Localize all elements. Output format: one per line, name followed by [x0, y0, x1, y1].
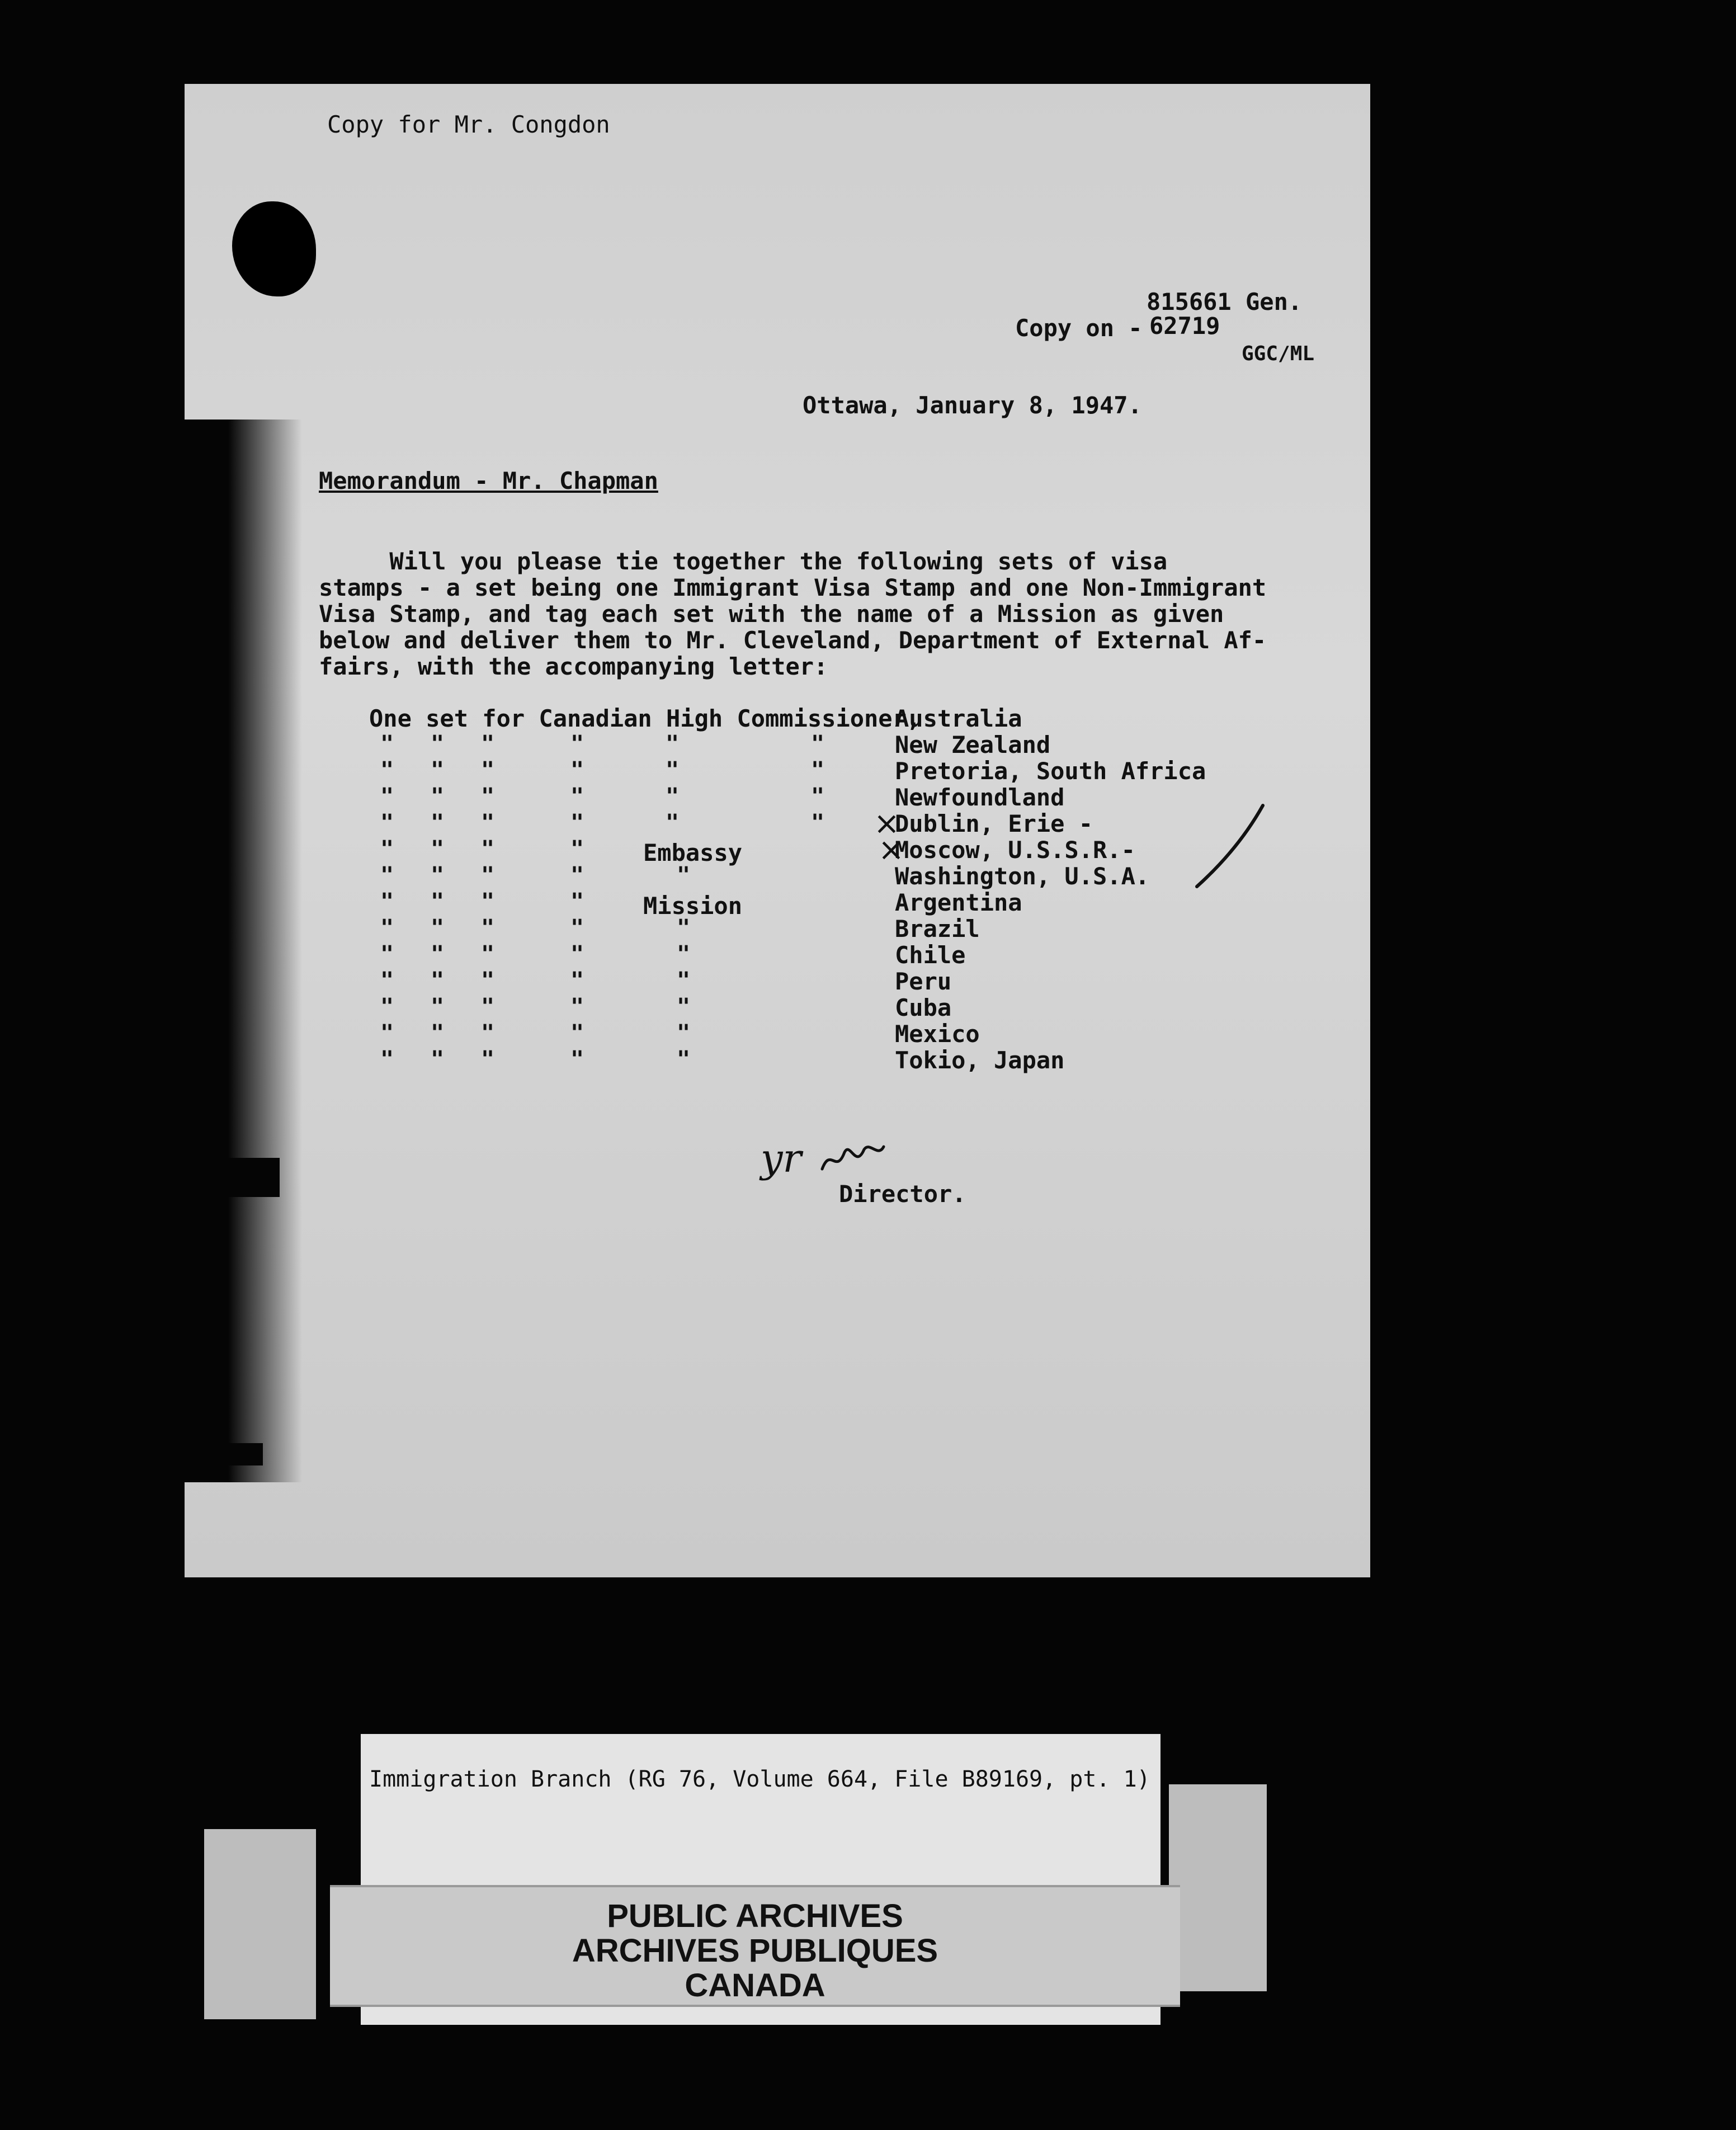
memo-heading: Memorandum - Mr. Chapman: [319, 467, 658, 494]
cross-mark-icon: ×: [878, 832, 904, 868]
date-line: Ottawa, January 8, 1947.: [803, 392, 1142, 419]
torn-left-edge: [185, 1158, 280, 1197]
destination-item: Cuba: [895, 994, 952, 1021]
ditto-mark: ": [481, 757, 495, 783]
stamp-line: PUBLIC ARCHIVES: [607, 1898, 903, 1934]
destination-item: Dublin, Erie -: [895, 810, 1093, 837]
ditto-mark: ": [570, 836, 584, 862]
ditto-mark: ": [481, 941, 495, 967]
ditto-mark: ": [431, 915, 445, 941]
signature-title: Director.: [839, 1180, 966, 1208]
ditto-mark: ": [677, 968, 691, 993]
ditto-mark: ": [380, 889, 394, 915]
ditto-mark: ": [431, 968, 445, 993]
destination-item: Washington, U.S.A.: [895, 863, 1150, 890]
destination-item: Pretoria, South Africa: [895, 757, 1206, 785]
handwritten-mark-icon: [817, 1135, 889, 1180]
ditto-mark: ": [380, 968, 394, 993]
ditto-mark: ": [380, 1047, 394, 1072]
ditto-mark: ": [811, 731, 825, 757]
destination-item: Chile: [895, 941, 966, 969]
ditto-mark: ": [431, 889, 445, 915]
body-line: fairs, with the accompanying letter:: [319, 653, 828, 680]
cross-mark-icon: ×: [874, 805, 900, 842]
ditto-mark: ": [666, 731, 680, 757]
copy-on-reference: 62719: [1149, 312, 1220, 340]
ditto-mark: ": [677, 915, 691, 941]
ditto-mark: ": [380, 915, 394, 941]
ditto-mark: ": [570, 1047, 584, 1072]
ditto-mark: ": [431, 994, 445, 1020]
typist-initials: GGC/ML: [1242, 342, 1315, 365]
ditto-mark: ": [481, 889, 495, 915]
ditto-mark: ": [570, 757, 584, 783]
ditto-mark: ": [431, 1020, 445, 1046]
ditto-mark: ": [380, 757, 394, 783]
archive-stamp: [330, 1885, 1180, 2007]
mission-label: Mission: [643, 892, 743, 920]
ditto-mark: ": [481, 863, 495, 888]
destination-item: New Zealand: [895, 731, 1051, 758]
stamp-line: ARCHIVES PUBLIQUES: [572, 1933, 938, 1969]
ditto-mark: ": [380, 1020, 394, 1046]
ditto-mark: ": [570, 863, 584, 888]
ditto-mark: ": [481, 1020, 495, 1046]
ditto-mark: ": [380, 810, 394, 836]
handwritten-initials-icon: yr: [761, 1135, 802, 1181]
archive-caption: Immigration Branch (RG 76, Volume 664, File B89169, pt. 1): [369, 1766, 1150, 1792]
ditto-mark: ": [570, 1020, 584, 1046]
destination-item: Mexico: [895, 1020, 980, 1048]
embassy-label: Embassy: [643, 839, 743, 866]
ditto-mark: ": [677, 1047, 691, 1072]
ditto-mark: ": [380, 863, 394, 888]
destination-item: Australia: [895, 705, 1022, 732]
ditto-mark: ": [570, 915, 584, 941]
label-flap: [204, 1829, 316, 2019]
ditto-mark: ": [570, 968, 584, 993]
body-line: stamps - a set being one Immigrant Visa Stamp and one Non-Immigrant: [319, 574, 1267, 601]
ditto-mark: ": [811, 757, 825, 783]
ditto-mark: ": [570, 731, 584, 757]
torn-left-edge: [185, 420, 302, 1482]
ditto-mark: ": [431, 836, 445, 862]
ditto-mark: ": [481, 915, 495, 941]
ditto-mark: ": [481, 836, 495, 862]
ditto-mark: ": [431, 863, 445, 888]
burn-hole: [232, 201, 316, 296]
body-line: Visa Stamp, and tag each set with the name of a Mission as given: [319, 600, 1224, 628]
destination-item: Newfoundland: [895, 784, 1065, 811]
ditto-mark: ": [570, 889, 584, 915]
ditto-mark: ": [811, 784, 825, 809]
stamp-line: CANADA: [685, 1967, 825, 2004]
ditto-mark: ": [570, 994, 584, 1020]
ditto-mark: ": [481, 731, 495, 757]
ditto-mark: ": [481, 784, 495, 809]
ditto-mark: ": [380, 731, 394, 757]
ditto-mark: ": [380, 941, 394, 967]
ditto-mark: ": [570, 810, 584, 836]
ditto-mark: ": [677, 941, 691, 967]
ditto-mark: ": [380, 784, 394, 809]
ditto-mark: ": [570, 784, 584, 809]
ditto-mark: ": [666, 810, 680, 836]
ditto-mark: ": [431, 810, 445, 836]
ditto-mark: ": [677, 994, 691, 1020]
ditto-mark: ": [677, 863, 691, 888]
list-intro: One set for Canadian High Commissioner,: [369, 705, 921, 732]
ditto-mark: ": [481, 968, 495, 993]
ditto-mark: ": [431, 757, 445, 783]
destination-item: Brazil: [895, 915, 980, 943]
ditto-mark: ": [666, 757, 680, 783]
check-stroke-icon: [1191, 800, 1270, 895]
ditto-mark: ": [380, 994, 394, 1020]
ditto-mark: ": [431, 731, 445, 757]
ditto-mark: ": [481, 810, 495, 836]
destination-item: Moscow, U.S.S.R.-: [895, 836, 1135, 864]
label-flap: [1169, 1784, 1267, 1991]
torn-left-edge: [185, 1443, 263, 1465]
body-line: Will you please tie together the following sets of visa: [319, 548, 1168, 575]
body-line: below and deliver them to Mr. Cleveland, Department of External Af-: [319, 626, 1267, 654]
copy-on-label: Copy on -: [1015, 314, 1143, 342]
memo-body: [319, 548, 1281, 680]
copy-for-line: Copy for Mr. Congdon: [327, 111, 610, 138]
ditto-mark: ": [431, 1047, 445, 1072]
ditto-mark: ": [570, 941, 584, 967]
ditto-mark: ": [380, 836, 394, 862]
ditto-mark: ": [481, 994, 495, 1020]
ditto-mark: ": [666, 784, 680, 809]
destination-item: Argentina: [895, 889, 1022, 916]
ditto-mark: ": [481, 1047, 495, 1072]
file-reference: 815661 Gen.: [1147, 288, 1303, 315]
ditto-mark: ": [677, 1020, 691, 1046]
destination-item: Tokio, Japan: [895, 1047, 1065, 1074]
destination-item: Peru: [895, 968, 952, 995]
ditto-mark: ": [431, 941, 445, 967]
document-page: [185, 84, 1370, 1577]
ditto-mark: ": [811, 810, 825, 836]
ditto-mark: ": [431, 784, 445, 809]
